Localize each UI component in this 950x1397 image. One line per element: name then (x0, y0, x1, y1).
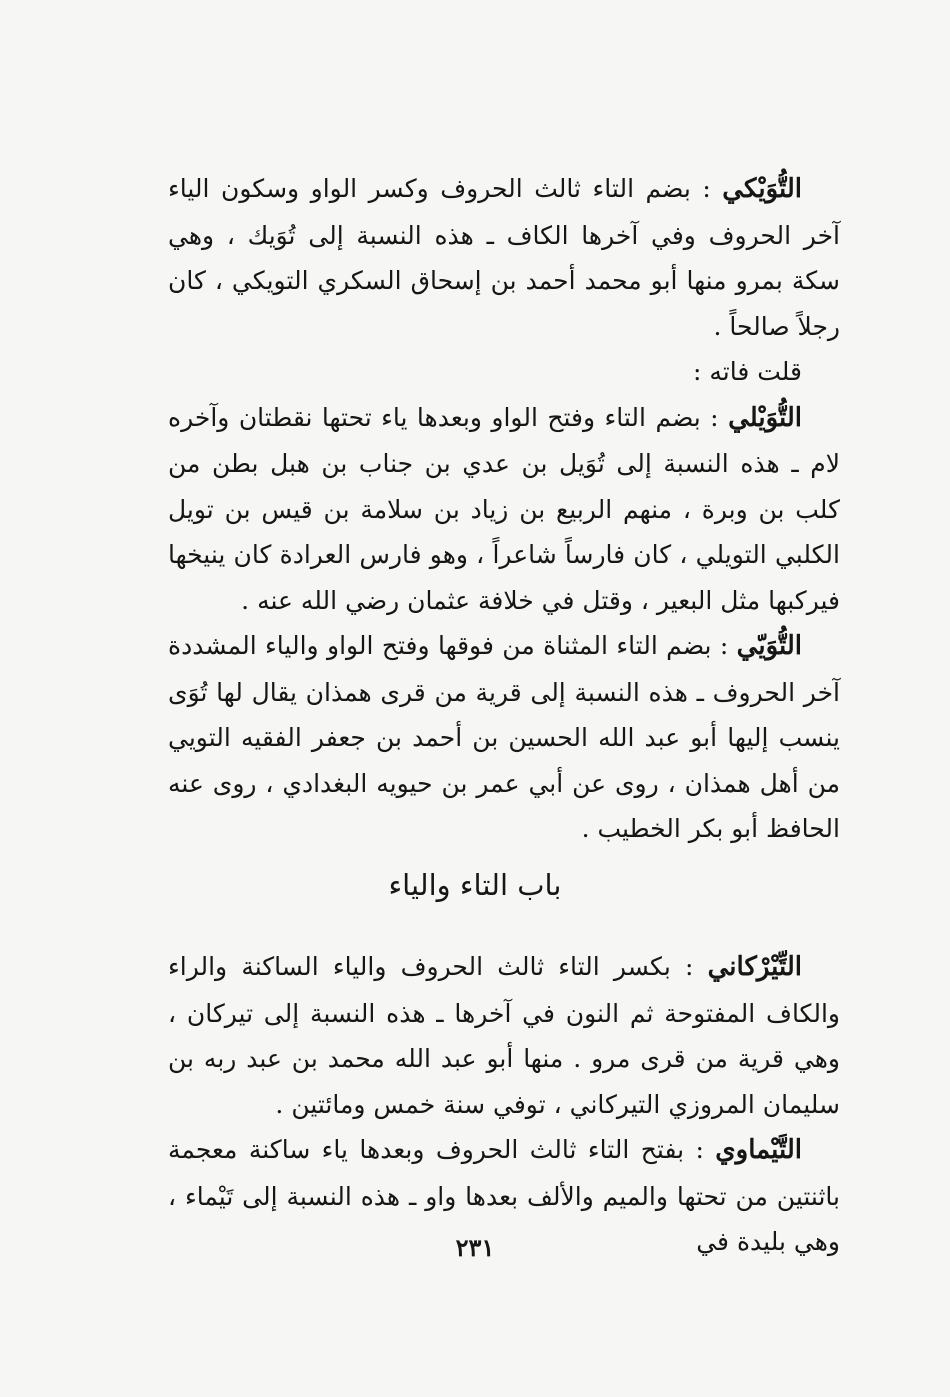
entries-top (168, 166, 840, 852)
entry-text: : بكسر التاء ثالث الحروف والياء الساكنة والراء والكاف المفتوحة ثم النون في آخرها ـ هذه النسبة إلى تيركان ، وهي قرية من قرى مرو . منها أبو عبد الله محمد بن عبد ربه بن سليمان المروزي التيركاني ، توفي سنة خمس ومائتين . (168, 952, 840, 1119)
entry-headword: التُّوَيّي (736, 631, 802, 661)
editor-note: قلت فاته : (692, 357, 802, 386)
page-number: ٢٣١ (455, 1233, 495, 1262)
entry-headword: التِّيْرْكاني (707, 952, 802, 982)
entry-tuwayyi (168, 623, 840, 852)
entries-bottom (168, 944, 840, 1265)
section-title: باب التاء والياء (388, 868, 562, 902)
entry-tirkani (168, 944, 840, 1127)
entry-headword: التُّوَيْكي (722, 174, 802, 204)
entry-text: : بضم التاء وفتح الواو وبعدها ياء تحتها نقطتان وآخره لام ـ هذه النسبة إلى تُوَيل بن عدي بن جناب بن هبل بطن من كلب بن وبرة ، منهم الربيع بن زياد بن سلامة بن قيس بن تويل الكلبي التويلي ، كان فارساً شاعراً ، وهو فارس العرادة كان ينيخها فيركبها مثل البعير ، وقتل في خلافة عثمان رضي الله عنه . (168, 402, 840, 615)
entry-text: : بفتح التاء ثالث الحروف وبعدها ياء ساكنة معجمة باثنتين من تحتها والميم والألف بعدها واو ـ هذه النسبة إلى تَيْماء ، وهي بليدة في (168, 1135, 840, 1256)
entry-tuwayki (168, 166, 840, 349)
entry-tuwayli (168, 395, 840, 624)
entry-text: : بضم التاء ثالث الحروف وكسر الواو وسكون الياء آخر الحروف وفي آخرها الكاف ـ هذه النسبة إلى تُوَيك ، وهي سكة بمرو منها أبو محمد أحمد بن إسحاق السكري التويكي ، كان رجلاً صالحاً . (168, 174, 840, 341)
entry-text: : بضم التاء المثناة من فوقها وفتح الواو والياء المشددة آخر الحروف ـ هذه النسبة إلى قرية من قرى همذان يقال لها تُوَى ينسب إليها أبو عبد الله الحسين بن أحمد بن جعفر الفقيه التويي من أهل همذان ، روى عن أبي عمر بن حيويه البغدادي ، روى عنه الحافظ أبو بكر الخطيب . (168, 631, 840, 843)
entry-headword: التَّيْماوي (715, 1135, 802, 1165)
entry-headword: التُّوَيْلي (728, 402, 802, 433)
